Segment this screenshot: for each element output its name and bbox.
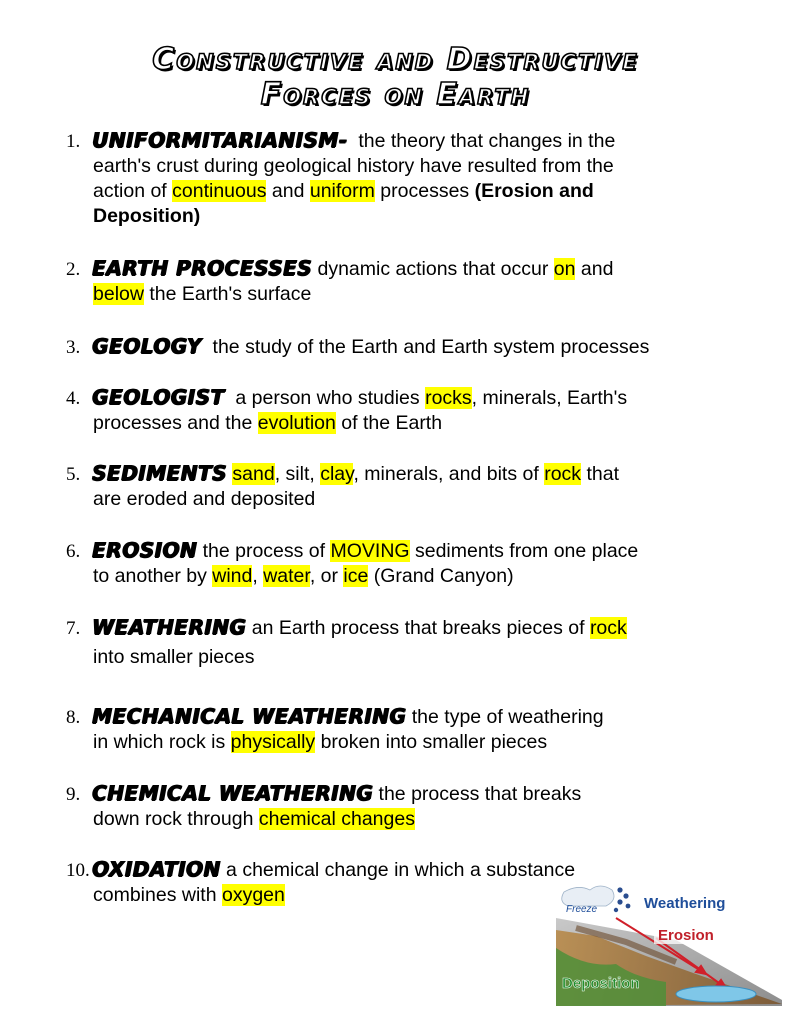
highlight: wind xyxy=(212,565,253,587)
definition-text: the process that breaks xyxy=(373,783,582,805)
definition-text: , xyxy=(252,565,264,587)
definition-text: , or xyxy=(309,565,344,587)
term-mechanical-weathering: MECHANICAL WEATHERING xyxy=(92,704,407,728)
list-item-sediments xyxy=(66,461,756,512)
weathering-erosion-deposition-illustration xyxy=(556,878,782,1006)
highlight: physically xyxy=(230,731,316,753)
definition-line xyxy=(66,564,756,589)
list-item-erosion xyxy=(66,538,756,589)
highlight: rock xyxy=(589,617,627,639)
highlight: uniform xyxy=(309,180,375,202)
definition-line xyxy=(66,179,756,204)
definition-text: the type of weathering xyxy=(406,706,604,728)
item-number: 7. xyxy=(66,618,81,639)
erosion-label: Erosion xyxy=(658,927,714,944)
highlight: clay xyxy=(320,463,354,485)
definition-line xyxy=(66,807,756,832)
term-oxidation: OXIDATION xyxy=(92,857,221,881)
definition-text: in which rock is xyxy=(93,731,231,753)
list-item-uniformitarianism xyxy=(66,128,756,229)
item-number: 10. xyxy=(66,860,90,881)
term-chemical-weathering: CHEMICAL WEATHERING xyxy=(92,781,374,805)
illustration-svg xyxy=(556,878,782,1006)
definition-text: dynamic actions that occur xyxy=(312,258,554,280)
definition-text: that xyxy=(581,463,619,485)
definition-text: action of xyxy=(93,180,173,202)
definition-text: down rock through xyxy=(93,808,259,830)
definition-text: of the Earth xyxy=(335,412,443,434)
definition-text: a chemical change in which a substance xyxy=(220,859,576,881)
definition-line: earth's crust during geological history have resulted from the xyxy=(93,155,614,177)
term-geology: GEOLOGY xyxy=(92,334,202,358)
freeze-label: Freeze xyxy=(566,904,598,915)
definition-line: into smaller pieces xyxy=(93,646,255,668)
term-geologist: GEOLOGIST xyxy=(92,385,225,409)
highlight: on xyxy=(553,258,576,280)
item-number: 9. xyxy=(66,784,81,805)
definition-line xyxy=(66,282,756,307)
page-title-line-2: Forces on Earth xyxy=(260,77,531,112)
page-title-line-1: Constructive and Destructive xyxy=(152,42,639,77)
item-number: 8. xyxy=(66,707,81,728)
item-number: 1. xyxy=(66,131,81,152)
item-number: 6. xyxy=(66,541,81,562)
list-item-weathering xyxy=(66,615,756,670)
definition-text: broken into smaller pieces xyxy=(315,731,548,753)
term-sediments: SEDIMENTS xyxy=(92,461,227,485)
list-item-geologist xyxy=(66,385,756,436)
list-item-mechanical-weathering xyxy=(66,704,756,755)
weathering-label: Weathering xyxy=(644,895,726,912)
term-uniformitarianism: UNIFORMITARIANISM xyxy=(92,128,339,152)
definition-line xyxy=(66,730,756,755)
definition-line: are eroded and deposited xyxy=(93,488,316,510)
term-weathering: WEATHERING xyxy=(92,615,247,639)
definition-text: the study of the Earth and Earth system processes xyxy=(201,336,650,358)
item-number: 2. xyxy=(66,259,81,280)
item-number: 3. xyxy=(66,337,81,358)
highlight: rocks xyxy=(425,387,472,409)
bold-text: (Erosion and xyxy=(474,180,594,202)
definition-text: , minerals, and bits of xyxy=(353,463,545,485)
deposition-label: Deposition xyxy=(562,975,640,992)
definition-text: the process of xyxy=(197,540,331,562)
highlight: evolution xyxy=(257,412,336,434)
definition-text: (Grand Canyon) xyxy=(368,565,514,587)
highlight: rock xyxy=(544,463,582,485)
definition-text: a person who studies xyxy=(224,387,426,409)
definition-text: the theory that changes in the xyxy=(358,130,616,152)
definition-text: sediments from one place xyxy=(409,540,639,562)
highlight: ice xyxy=(343,565,369,587)
highlight: water xyxy=(263,565,310,587)
highlight: below xyxy=(93,283,144,305)
list-item-geology xyxy=(66,334,756,360)
definition-text: processes xyxy=(374,180,475,202)
bold-text: Deposition) xyxy=(93,205,201,227)
list-item-chemical-weathering xyxy=(66,781,756,832)
definition-text: , silt, xyxy=(274,463,321,485)
definition-text: to another by xyxy=(93,565,213,587)
highlight: chemical changes xyxy=(258,808,415,830)
definition-text: and xyxy=(266,180,310,202)
definition-text: processes and the xyxy=(93,412,258,434)
definition-line xyxy=(66,411,756,436)
cloud-icon xyxy=(562,886,614,906)
raindrops-icon xyxy=(614,887,631,912)
item-number: 4. xyxy=(66,388,81,409)
list-item-earth-processes xyxy=(66,256,756,307)
water-delta xyxy=(676,986,756,1002)
definition-text: an Earth process that breaks pieces of xyxy=(246,617,590,639)
item-number: 5. xyxy=(66,464,81,485)
definition-text: , minerals, Earth's xyxy=(471,387,628,409)
term-erosion: EROSION xyxy=(92,538,198,562)
definition-text: combines with xyxy=(93,884,222,906)
term-earth-processes: EARTH PROCESSES xyxy=(92,256,313,280)
highlight: sand xyxy=(232,463,275,485)
definition-text: the Earth's surface xyxy=(143,283,312,305)
highlight: MOVING xyxy=(330,540,410,562)
highlight: oxygen xyxy=(221,884,285,906)
highlight: continuous xyxy=(172,180,267,202)
definition-text: and xyxy=(575,258,614,280)
term-separator: - xyxy=(338,128,348,152)
